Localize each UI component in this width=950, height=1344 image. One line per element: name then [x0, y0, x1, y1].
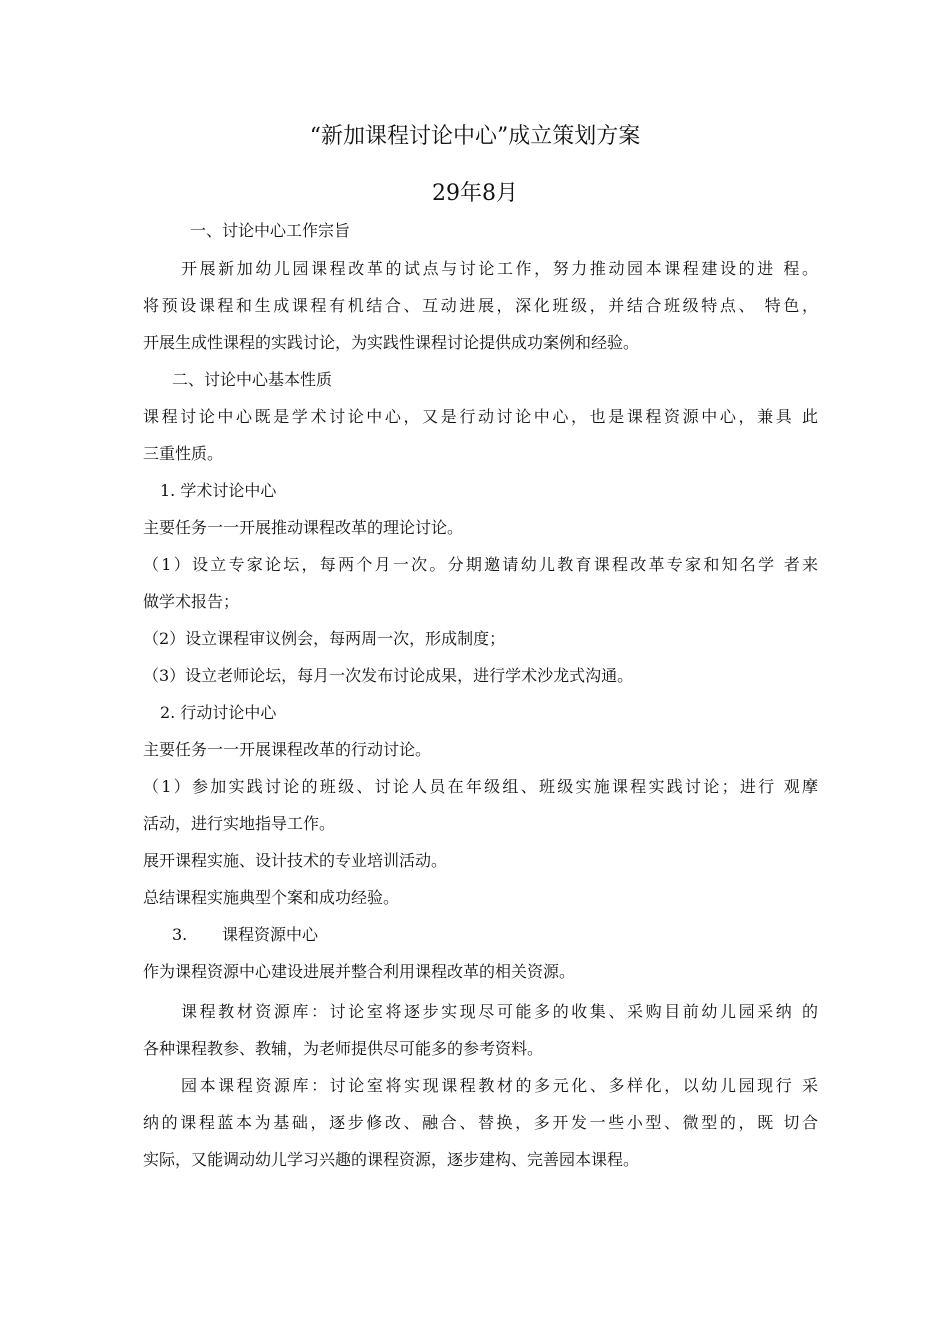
paragraph-line: 各种课程教参、教辅，为老师提供尽可能多的参考资料。 [143, 1039, 544, 1058]
paragraph-line: 活动，进行实地指导工作。 [143, 814, 336, 833]
paragraph-line: 展开课程实施、设计技术的专业培训活动。 [143, 851, 448, 870]
section-heading-1: 一、讨论中心工作宗旨 [190, 221, 351, 240]
paragraph-line: 主要任务一一开展推动课程改革的理论讨论。 [143, 518, 464, 537]
list-item: （1）参加实践讨论的班级、讨论人员在年级组、班级实施课程实践讨论；进行 观摩 [143, 777, 818, 796]
paragraph-line: 实际，又能调动幼儿学习兴趣的课程资源，逐步建构、完善园本课程。 [143, 1150, 640, 1169]
paragraph-line: 课程教材资源库：讨论室将逐步实现尽可能多的收集、采购目前幼儿园采纳 的 [181, 1002, 818, 1021]
list-item: （3）设立老师论坛，每月一次发布讨论成果，进行学术沙龙式沟通。 [143, 666, 634, 685]
paragraph-line: 纳的课程蓝本为基础，逐步修改、融合、替换，多开发一些小型、微型的，既 切合 [143, 1113, 818, 1132]
subsection-heading-3: 课程资源中心 [222, 925, 319, 944]
list-item: （2）设立课程审议例会，每两周一次，形成制度； [143, 629, 506, 648]
paragraph-line: 园本课程资源库：讨论室将实现课程教材的多元化、多样化，以幼儿园现行 采 [181, 1076, 818, 1095]
paragraph-line: 总结课程实施典型个案和成功经验。 [143, 888, 400, 907]
section-heading-2: 二、讨论中心基本性质 [172, 370, 333, 389]
subsection-heading-1: 1. 学术讨论中心 [160, 481, 277, 500]
paragraph-line: 作为课程资源中心建设进展并整合利用课程改革的相关资源。 [143, 962, 576, 981]
document-title: “新加课程讨论中心”成立策划方案 [309, 124, 641, 149]
paragraph-line: 开展新加幼儿园课程改革的试点与讨论工作，努力推动园本课程建设的进 程。 [181, 259, 818, 278]
paragraph-line: 课程讨论中心既是学术讨论中心，又是行动讨论中心，也是课程资源中心，兼具 此 [143, 407, 818, 426]
subsection-heading-2: 2. 行动讨论中心 [160, 703, 277, 722]
subsection-number-3: 3. [172, 925, 188, 944]
paragraph-line: 三重性质。 [143, 444, 224, 463]
paragraph-line: 做学术报告； [143, 592, 240, 611]
paragraph-line: 开展生成性课程的实践讨论，为实践性课程讨论提供成功案例和经验。 [143, 333, 640, 352]
paragraph-line: 将预设课程和生成课程有机结合、互动进展，深化班级，并结合班级特点、 特色， [143, 296, 818, 315]
paragraph-line: 主要任务一一开展课程改革的行动讨论。 [143, 740, 432, 759]
list-item: （1）设立专家论坛，每两个月一次。分期邀请幼儿教育课程改革专家和知名学 者来 [143, 555, 818, 574]
document-date: 29年8月 [432, 181, 518, 206]
